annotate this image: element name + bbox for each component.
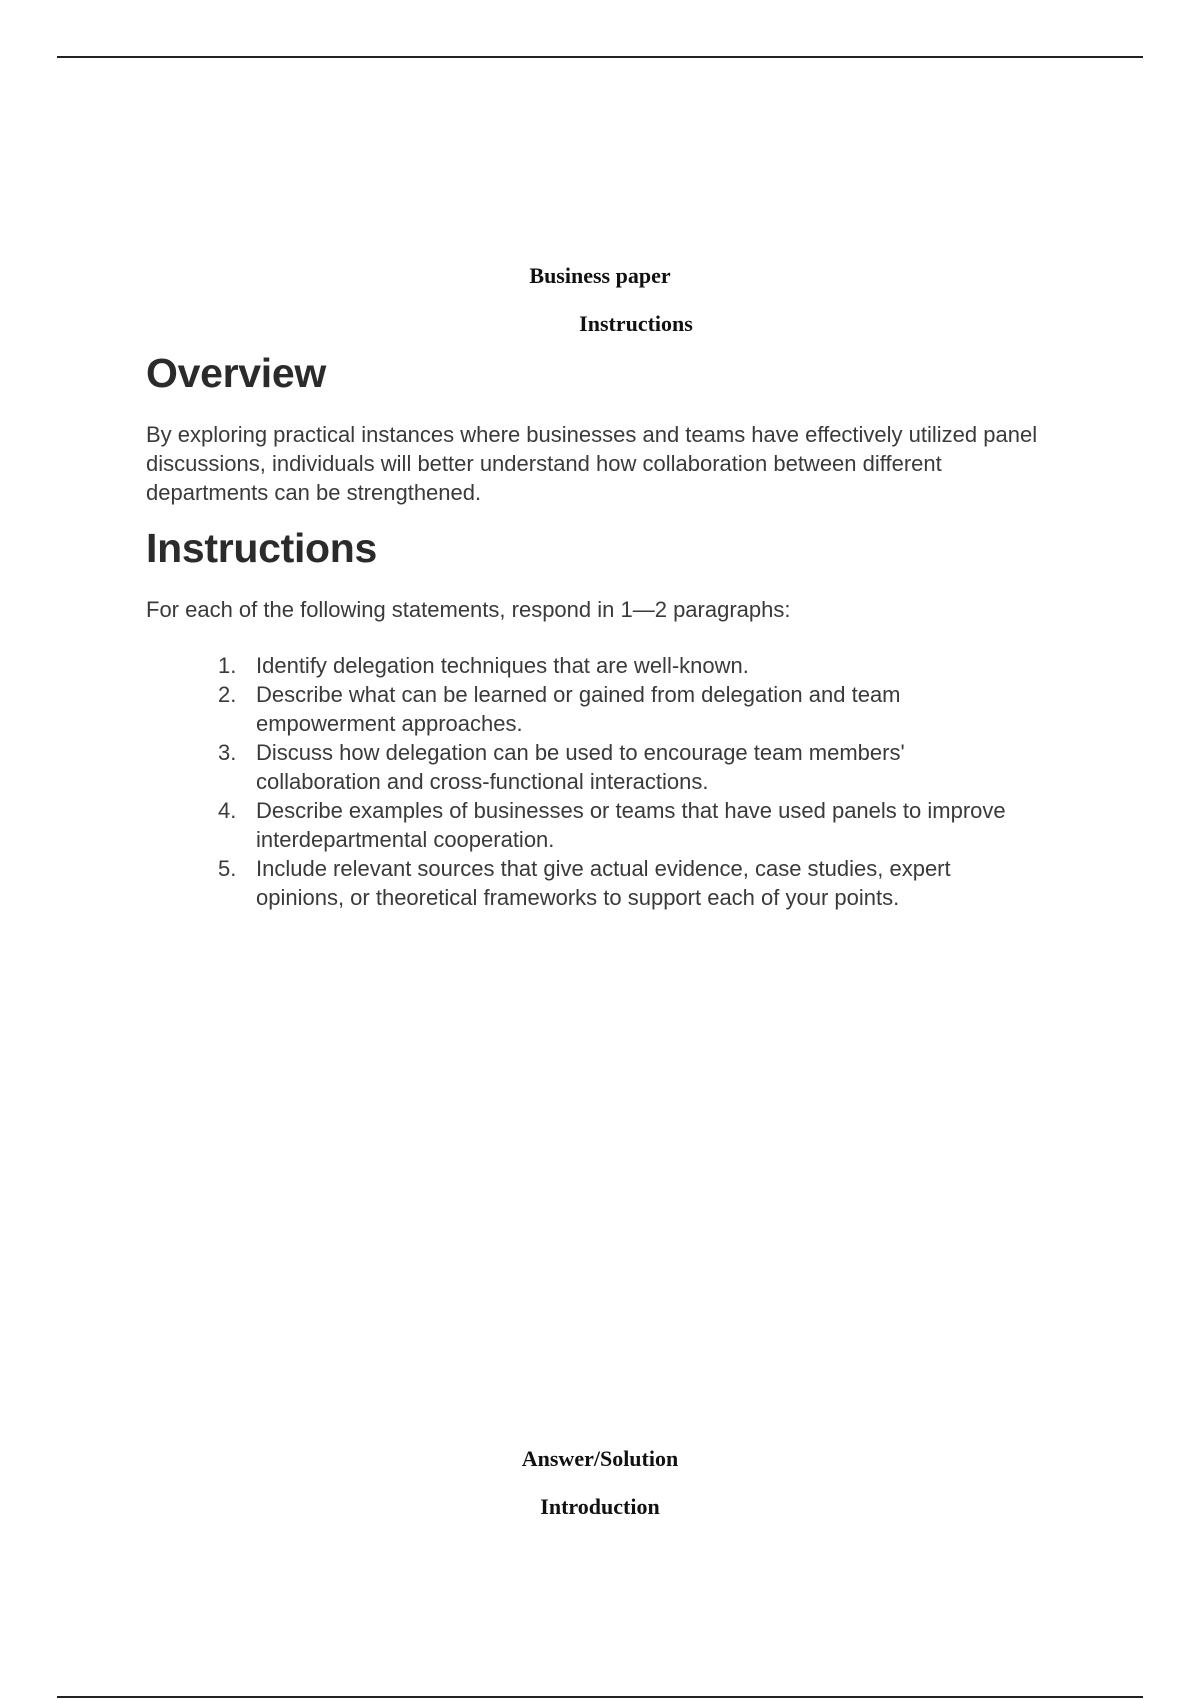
document-subtitle: Instructions bbox=[579, 311, 693, 336]
top-divider bbox=[57, 56, 1143, 58]
list-item-text: Include relevant sources that give actual evidence, case studies, expert opinions, or theoretical frameworks to support each of your points. bbox=[256, 856, 951, 910]
introduction-heading: Introduction bbox=[540, 1494, 660, 1519]
overview-heading: Overview bbox=[146, 350, 326, 396]
list-item-text: Identify delegation techniques that are well-known. bbox=[256, 653, 749, 678]
list-item-number: 2. bbox=[218, 682, 237, 707]
list-item-number: 4. bbox=[218, 798, 237, 823]
bottom-divider bbox=[57, 1696, 1143, 1698]
instructions-heading: Instructions bbox=[146, 525, 378, 571]
list-item-text: Describe examples of businesses or teams that have used panels to improve interdepartmental cooperation. bbox=[256, 798, 1006, 852]
list-item-text: Discuss how delegation can be used to encourage team members' collaboration and cross-functional interactions. bbox=[256, 740, 905, 794]
list-item-text: Describe what can be learned or gained from delegation and team empowerment approaches. bbox=[256, 682, 901, 736]
list-item bbox=[200, 738, 1030, 796]
overview-paragraph: By exploring practical instances where businesses and teams have effectively utilized panel discussions, individuals will better understand how collaboration between different departments can be strengthened. bbox=[146, 422, 1038, 505]
answer-heading: Answer/Solution bbox=[521, 1446, 679, 1471]
instructions-intro: For each of the following statements, respond in 1—2 paragraphs: bbox=[146, 597, 791, 622]
list-item bbox=[200, 796, 1030, 854]
list-item-number: 1. bbox=[218, 653, 237, 678]
list-item-number: 3. bbox=[218, 740, 237, 765]
document-title: Business paper bbox=[529, 263, 671, 288]
instructions-list bbox=[200, 651, 1030, 912]
list-item bbox=[200, 680, 1030, 738]
list-item bbox=[200, 854, 1030, 912]
list-item-number: 5. bbox=[218, 856, 237, 881]
list-item bbox=[200, 651, 1030, 680]
